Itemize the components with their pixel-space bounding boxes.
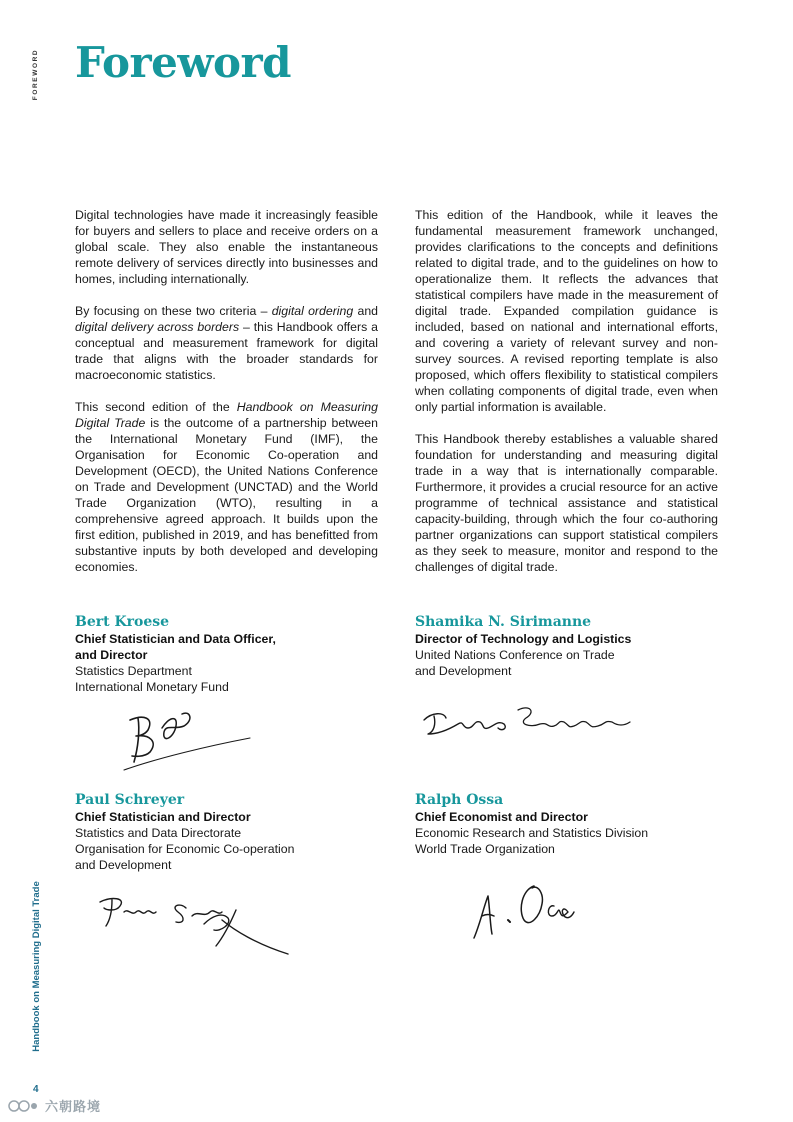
signatory-org: Statistics Department [75, 664, 192, 678]
signatory-role: Director of Technology and Logistics [415, 632, 632, 646]
signatory-org: International Monetary Fund [75, 680, 229, 694]
signatory-org: World Trade Organization [415, 842, 555, 856]
signatory-org: Statistics and Data Directorate [75, 826, 242, 840]
page-title: Foreword [75, 38, 292, 87]
signatory-org: Economic Research and Statistics Division [415, 826, 649, 840]
signatory-org: and Development [75, 858, 172, 872]
running-title [29, 880, 43, 1052]
signatory-role: Chief Statistician and Director [75, 810, 251, 824]
signatory-role: and Director [75, 648, 148, 662]
left-paragraph-2: By focusing on these two criteria – digital ordering and digital delivery across borders – this Handbook offers a conceptual and measurement framework for digital trade that aligns with the broader standards for macroeconomic statistics. [75, 304, 379, 382]
signatory-bert-kroese [75, 613, 395, 695]
running-title-text: Handbook on Measuring Digital Trade [30, 880, 42, 1052]
watermark-logo-icon [8, 1099, 42, 1113]
left-column [75, 207, 378, 591]
signatory-role: Chief Statistician and Data Officer, [75, 632, 276, 646]
page-number: 4 [33, 1084, 39, 1095]
left-paragraph-1: Digital technologies have made it increasingly feasible for buyers and sellers to place and receive orders on a global scale. They also enable the instantaneous remote delivery of services directly into businesses and homes, including internationally. [75, 208, 378, 286]
section-side-label [31, 48, 41, 100]
signatory-org: Organisation for Economic Co-operation [75, 842, 295, 856]
signatory-role: Chief Economist and Director [415, 810, 588, 824]
watermark-text: 六朝路境 [45, 1099, 102, 1114]
signatory-name: Ralph Ossa [415, 792, 504, 808]
right-paragraph-2: This Handbook thereby establishes a valuable shared foundation for understanding and measuring digital trade in a way that is internationally comparable. Furthermore, it provides a crucial resource for an active programme of technical assistance and statistical capacity-building, through which the four co-authoring partner organizations can support statistical compilers as they seek to measure, monitor and respond to the challenges of digital trade. [415, 432, 718, 574]
signatory-shamika-sirimanne [415, 613, 735, 679]
section-side-label-text: FOREWORD [32, 48, 40, 100]
signature-bert-kroese [118, 700, 258, 775]
right-paragraph-1: This edition of the Handbook, while it leaves the fundamental measurement framework unchanged, provides clarifications to the concepts and definitions related to digital trade, and to the guidelines on how to operationalize them. It reflects the advances that statistical compilers have made in the measurement of digital trade. Expanded compilation guidance is included, based on national and international efforts, and covering a variety of relevant survey and non-survey sources. A revised reporting template is also proposed, which offers flexibility to statistical compilers when collating components of digital trade, even when only partial information is available. [415, 208, 718, 414]
left-paragraph-3: This second edition of the Handbook on Measuring Digital Trade is the outcome of a partnership between the International Monetary Fund (IMF), the Organisation for Economic Co-operation and Development (OECD), the United Nations Conference on Trade and Development (UNCTAD) and the World Trade Organization (WTO), resulting in a comprehensive agreed approach. It builds upon the first edition, published in 2019, and has benefitted from substantive inputs by both developed and developing economies. [75, 400, 378, 574]
signature-paul-schreyer [96, 890, 296, 958]
signatory-org: United Nations Conference on Trade [415, 648, 615, 662]
watermark [8, 1096, 101, 1115]
signatory-name: Shamika N. Sirimanne [415, 614, 592, 630]
signature-shamika-sirimanne [418, 698, 638, 743]
signatory-name: Bert Kroese [75, 614, 170, 630]
signatory-org: and Development [415, 664, 512, 678]
signature-ralph-ossa [468, 876, 588, 946]
signatory-ralph-ossa [415, 791, 735, 857]
right-column [415, 207, 718, 591]
signatory-name: Paul Schreyer [75, 792, 185, 808]
signatory-paul-schreyer [75, 791, 395, 873]
